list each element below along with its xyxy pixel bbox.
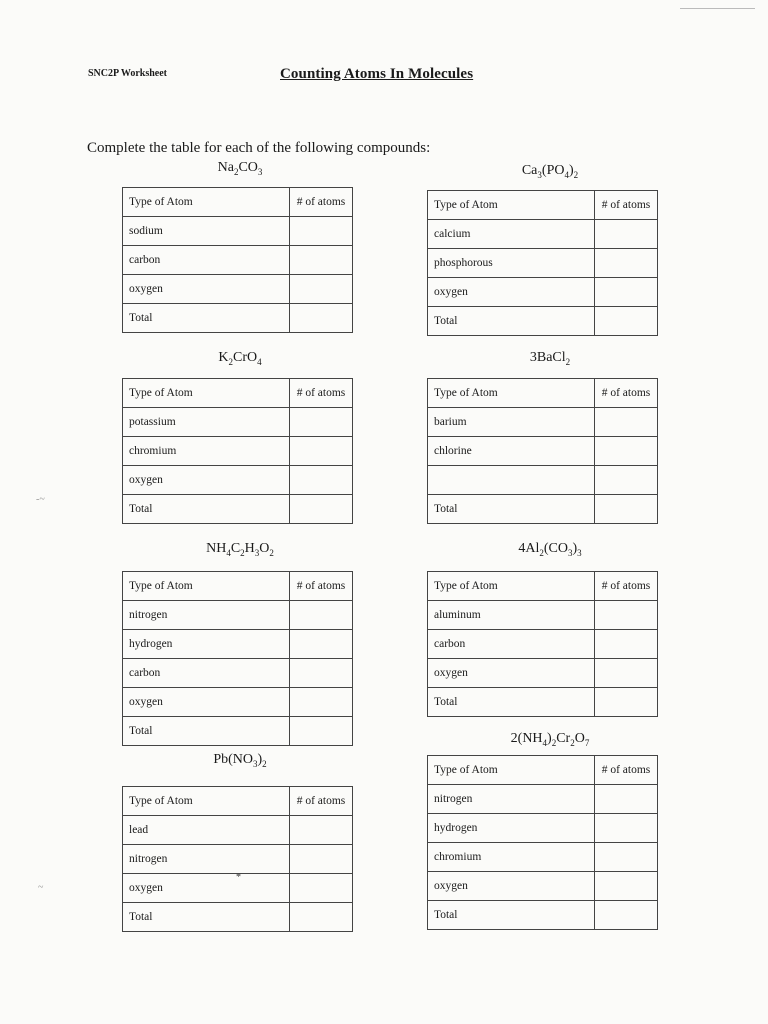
atom-name-cell: oxygen xyxy=(428,872,595,901)
table-row xyxy=(123,246,353,275)
atom-count-cell[interactable] xyxy=(290,246,353,275)
table-row xyxy=(123,630,353,659)
header-type-of-atom: Type of Atom xyxy=(428,191,595,220)
table-row xyxy=(428,630,658,659)
atom-count-cell[interactable] xyxy=(595,278,658,307)
table-row xyxy=(123,601,353,630)
atom-name-cell: oxygen xyxy=(123,466,290,495)
worksheet-code: SNC2P Worksheet xyxy=(88,68,167,79)
instructions: Complete the table for each of the following compounds: xyxy=(87,140,431,156)
header-type-of-atom: Type of Atom xyxy=(123,787,290,816)
header-type-of-atom: Type of Atom xyxy=(123,379,290,408)
atom-count-table xyxy=(122,378,353,524)
header-type-of-atom: Type of Atom xyxy=(428,572,595,601)
atom-name-cell: Total xyxy=(123,903,290,932)
atom-count-cell[interactable] xyxy=(290,601,353,630)
atom-name-cell: chromium xyxy=(428,843,595,872)
atom-count-table xyxy=(427,378,658,524)
atom-count-cell[interactable] xyxy=(595,408,658,437)
atom-count-cell[interactable] xyxy=(290,717,353,746)
table-row xyxy=(123,217,353,246)
atom-name-cell: phosphorous xyxy=(428,249,595,278)
atom-count-cell[interactable] xyxy=(290,688,353,717)
atom-count-table xyxy=(122,187,353,333)
atom-count-cell[interactable] xyxy=(290,630,353,659)
table-row xyxy=(428,466,658,495)
header-number-of-atoms: # of atoms xyxy=(290,188,353,217)
atom-count-cell[interactable] xyxy=(595,630,658,659)
atom-name-cell: nitrogen xyxy=(428,785,595,814)
table-header-row xyxy=(428,572,658,601)
page-title: Counting Atoms In Molecules xyxy=(280,66,474,82)
atom-name-cell: aluminum xyxy=(428,601,595,630)
header-number-of-atoms: # of atoms xyxy=(595,379,658,408)
header-type-of-atom: Type of Atom xyxy=(123,188,290,217)
header-number-of-atoms: # of atoms xyxy=(290,572,353,601)
atom-count-cell[interactable] xyxy=(595,249,658,278)
header-type-of-atom: Type of Atom xyxy=(123,572,290,601)
atom-count-table xyxy=(122,571,353,746)
atom-count-cell[interactable] xyxy=(595,688,658,717)
atom-count-cell[interactable] xyxy=(290,466,353,495)
table-row xyxy=(428,688,658,717)
table-row xyxy=(428,495,658,524)
table-row xyxy=(428,814,658,843)
table-row xyxy=(428,278,658,307)
table-row xyxy=(123,437,353,466)
table-row xyxy=(428,249,658,278)
atom-name-cell: oxygen xyxy=(428,659,595,688)
table-row xyxy=(123,408,353,437)
atom-name-cell: oxygen xyxy=(123,874,290,903)
table-header-row xyxy=(123,787,353,816)
scan-artifact xyxy=(680,8,755,9)
table-header-row xyxy=(428,379,658,408)
atom-name-cell: Total xyxy=(123,717,290,746)
table-header-row xyxy=(428,191,658,220)
atom-name-cell: potassium xyxy=(123,408,290,437)
atom-count-cell[interactable] xyxy=(290,304,353,333)
atom-count-cell[interactable] xyxy=(290,275,353,304)
table-row xyxy=(123,466,353,495)
atom-count-cell[interactable] xyxy=(595,659,658,688)
atom-name-cell: carbon xyxy=(428,630,595,659)
table-row xyxy=(428,307,658,336)
header-number-of-atoms: # of atoms xyxy=(290,379,353,408)
atom-count-table xyxy=(427,190,658,336)
table-row xyxy=(428,659,658,688)
table-row xyxy=(428,601,658,630)
scan-artifact-mark: -~ xyxy=(36,494,45,505)
table-row xyxy=(428,437,658,466)
table-row xyxy=(123,903,353,932)
atom-count-table xyxy=(122,786,353,932)
header-number-of-atoms: # of atoms xyxy=(595,572,658,601)
compound-formula: $2(NH_4)_2Cr_2O_7$ xyxy=(510,731,590,748)
atom-name-cell: nitrogen xyxy=(123,601,290,630)
atom-name-cell: nitrogen xyxy=(123,845,290,874)
atom-name-cell: Total xyxy=(123,304,290,333)
compound-formula: $Ca_3(PO_4)_2$ xyxy=(521,163,579,180)
atom-name-cell: Total xyxy=(123,495,290,524)
table-row xyxy=(428,785,658,814)
atom-count-cell[interactable] xyxy=(595,872,658,901)
atom-name-cell: chlorine xyxy=(428,437,595,466)
table-row xyxy=(428,408,658,437)
atom-name-cell: Total xyxy=(428,307,595,336)
atom-count-cell[interactable] xyxy=(595,220,658,249)
atom-count-cell[interactable] xyxy=(290,816,353,845)
atom-name-cell: carbon xyxy=(123,659,290,688)
table-row xyxy=(123,304,353,333)
atom-count-cell[interactable] xyxy=(290,903,353,932)
table-header-row xyxy=(123,379,353,408)
compound-formula: $Pb(NO_3)_2$ xyxy=(213,752,267,769)
atom-count-cell[interactable] xyxy=(595,437,658,466)
atom-name-cell: hydrogen xyxy=(428,814,595,843)
table-row xyxy=(428,220,658,249)
atom-name-cell: oxygen xyxy=(428,278,595,307)
atom-name-cell: Total xyxy=(428,688,595,717)
table-row xyxy=(123,275,353,304)
atom-name-cell: carbon xyxy=(123,246,290,275)
scan-artifact-mark: * xyxy=(236,872,241,883)
table-row xyxy=(123,495,353,524)
header-number-of-atoms: # of atoms xyxy=(595,191,658,220)
table-row xyxy=(123,688,353,717)
atom-name-cell xyxy=(428,466,595,495)
atom-name-cell: barium xyxy=(428,408,595,437)
atom-name-cell: calcium xyxy=(428,220,595,249)
atom-count-cell[interactable] xyxy=(595,843,658,872)
compound-formula: 3BaCl$_2$ xyxy=(529,350,571,367)
atom-count-cell[interactable] xyxy=(595,901,658,930)
atom-count-cell[interactable] xyxy=(290,217,353,246)
atom-count-cell[interactable] xyxy=(595,601,658,630)
header-type-of-atom: Type of Atom xyxy=(428,756,595,785)
atom-count-cell[interactable] xyxy=(595,785,658,814)
header-number-of-atoms: # of atoms xyxy=(595,756,658,785)
atom-count-cell[interactable] xyxy=(595,307,658,336)
table-header-row xyxy=(428,756,658,785)
atom-name-cell: chromium xyxy=(123,437,290,466)
atom-count-cell[interactable] xyxy=(595,495,658,524)
atom-name-cell: lead xyxy=(123,816,290,845)
atom-name-cell: Total xyxy=(428,901,595,930)
atom-count-table xyxy=(427,571,658,717)
scan-artifact-mark: ~ xyxy=(38,882,44,893)
table-row xyxy=(123,874,353,903)
compound-formula: $K_2CrO_4$ xyxy=(218,350,262,367)
atom-count-table xyxy=(427,755,658,930)
table-row xyxy=(123,845,353,874)
table-row xyxy=(428,843,658,872)
atom-name-cell: hydrogen xyxy=(123,630,290,659)
table-row xyxy=(123,717,353,746)
table-row xyxy=(123,659,353,688)
atom-name-cell: oxygen xyxy=(123,688,290,717)
atom-count-cell[interactable] xyxy=(290,408,353,437)
header-type-of-atom: Type of Atom xyxy=(428,379,595,408)
atom-count-cell[interactable] xyxy=(290,437,353,466)
atom-count-cell[interactable] xyxy=(290,845,353,874)
atom-name-cell: sodium xyxy=(123,217,290,246)
table-row xyxy=(123,816,353,845)
table-header-row xyxy=(123,572,353,601)
atom-count-cell[interactable] xyxy=(595,814,658,843)
header-number-of-atoms: # of atoms xyxy=(290,787,353,816)
atom-count-cell[interactable] xyxy=(595,466,658,495)
table-header-row xyxy=(123,188,353,217)
atom-count-cell[interactable] xyxy=(290,874,353,903)
compound-formula: $Na_2CO_3$ xyxy=(217,160,263,177)
compound-formula: $4Al_2(CO_3)_3$ xyxy=(518,541,582,558)
atom-name-cell: Total xyxy=(428,495,595,524)
atom-count-cell[interactable] xyxy=(290,495,353,524)
compound-formula: $NH_4C_2H_3O_2$ xyxy=(206,541,274,558)
table-row xyxy=(428,872,658,901)
atom-count-cell[interactable] xyxy=(290,659,353,688)
table-row xyxy=(428,901,658,930)
atom-name-cell: oxygen xyxy=(123,275,290,304)
